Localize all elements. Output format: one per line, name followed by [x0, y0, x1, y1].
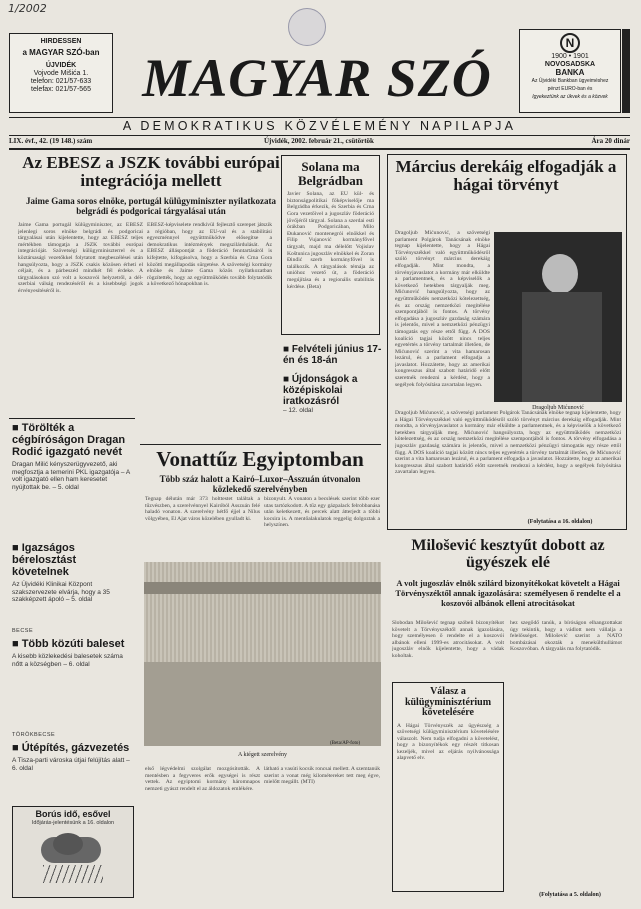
march-body-cont: Dragoljub Mićunović, a szövetségi parlament Polgárok Tanácsának elnöke tegnap kijelentette, hogy a Hágai Törvényszékkel való együttműködésről szóló törvényt március derekáig elfogadják. Mint mondta, a törvényjavaslatot a kormány már elküldte a parlamentnek, és a képviselők a következő hetekben tárgyalják meg. Mićunović hangsúlyozta, hogy az együttműködés nemzetközi kötelezettség, és az ország nemzetközi megítélése szempontjából is fontos. A törvény elfogadása a jugoszláv gazdaság számára is jelentős, mivel a nemzetközi pénzügyi támogatás egy része ettől függ. A DOS koalíció tagjai között nincs teljes egyetértés a törvény tartalmát illetően, de Mićunović szerint a vita hamarosan lezárul, és a parlament elfogadja a javaslatot. Hozzátette, hogy az amerikai kongresszus által szabott határidő előtt szeretnék rendezni a kérdést, hogy a segélyek folyósítása zavartalan legyen. — [395, 410, 621, 476]
teaser-utepites-body: A Tisza-parti városka útjai felújítás alatt – 6. oldal — [12, 757, 130, 772]
bank-name-2: BANKA — [555, 68, 585, 77]
ad-left-line4: Vojvode Mišića 1. — [33, 70, 89, 77]
march-title: Március derekáig elfogadják a hágai törvényt — [395, 157, 617, 194]
ad-left-line5: telefon: 021/57-633 — [30, 78, 92, 85]
micunovic-caption: Dragoljub Mićunović — [532, 405, 584, 411]
teaser-ujdonsagok-ref: – 12. oldal — [283, 407, 313, 414]
teaser-kozuti[interactable]: ■ Több közúti baleset A kisebb közlekedési balesetek száma nőtt a községben – 6. oldal — [12, 638, 134, 668]
ebesz-body-col1: Jaime Gama portugál külügyminiszter, az EBESZ jelenlegi soros elnöke belgrádi és podgoricai tárgyalásai után kijelentette, hogy az EBESZ teljes mértékben támogatja a JSZK további európai integrációját. Szövetségi külügyminiszterrel és a köztársasági vezetőkkel folytatott megbeszélései után hangsúlyozta, hogy a JSZK csakis közösen érheti el céljait, és a párbeszéd mindkét fél érdeke. A tárgyalásokon szó volt a koszovói helyzetről, a dél-szerbiai válság rendezéséről és a kisebbségi jogok érvényesítéséről is. — [18, 222, 143, 294]
teaser-felveteli-title: Felvételi június 17-én és 18-án — [283, 344, 382, 366]
valasz-title: Válasz a külügyminisztérium követelésére — [404, 686, 492, 718]
teaser-torolt[interactable]: ■ Törölték a cégbíróságon Dragan Rodić igazgató nevét Dragan Milić kényszerügyvezető, aki megfosztja a temerini PKL igazgatója – A volt igazgató ellen ham keresetet nyújtottak be. – 5. oldal — [12, 422, 134, 491]
issue-date: Újvidék, 2002. február 21., csütörtök — [264, 137, 374, 145]
milosevic-subtitle: A volt jugoszláv elnök szilárd bizonyítékokat követelt a Hágai Törvényszéktől annak igazolására: személyesen ő rendelte el a koszovói albánok elleni atrocitásokat — [395, 578, 621, 608]
weather-body: Időjárás-jelentésünk a 16. oldalon — [31, 819, 115, 826]
teaser-kozuti-title: Több közúti baleset — [21, 638, 125, 650]
teaser-ujdonsagok-title: Újdonságok a középiskolai iratkozásról — [283, 374, 358, 407]
issue-price: Ára 20 dinár — [591, 137, 630, 145]
handwritten-note: 1/2002 — [8, 2, 47, 15]
vonattuz-title: Vonattűz Egyiptomban — [156, 447, 364, 471]
teaser-utepites[interactable]: ■ Útépítés, gázvezetés A Tisza-parti városka útjai felújítás alatt – 6. oldal — [12, 742, 134, 772]
teaser-utepites-title: Útépítés, gázvezetés — [21, 742, 130, 754]
ad-left-title: HIRDESSEN — [40, 38, 82, 45]
bank-logo-icon: N — [560, 33, 580, 53]
masthead: MAGYAR SZÓ — [142, 48, 492, 108]
vonattuz-body-col1: Tegnap délután már 373 holttestet találtak a tűzvészben, a szerelvénnyel Kairóból Asszuán felé haladó vonaton. A szerelvény hétfő éjjel a Nílus völgyében, El Ajat város közelében gyulladt ki. — [145, 496, 260, 522]
ebesz-subtitle: Jaime Gama soros elnöke, portugál külügyminiszter nyilatkozata belgrádi és podgoricai tárgyalásai után — [26, 196, 276, 216]
stamp — [288, 8, 326, 46]
ad-left-line6: telefax: 021/57-565 — [31, 86, 91, 93]
milosevic-title: Milošević kesztyűt dobott az ügyészek elé — [411, 537, 605, 571]
issue-number: LIX. évf., 42. (19 148.) szám — [9, 137, 93, 145]
valasz-body: A Hágai Törvényszék az ügyészség a szövetségi külügyminisztérium követelésére válaszolt. Nem tudja elfogadni a követelést, hogy a bizonyítékok egy részét titkosan kezeljék, mivel az eljárás nyilvánossága alapvető elv. — [397, 722, 499, 762]
valasz-box — [392, 682, 504, 892]
tagline-rule-bottom — [9, 135, 630, 136]
ad-left-line2: a MAGYAR SZÓ-ban — [22, 48, 100, 57]
ad-left-line3: ÚJVIDÉK — [45, 62, 77, 69]
vonattuz-body-col4: látható a vasúti kocsik roncsai mellett. A szemtanúk szerint a vonat még kilométereket tett meg égve, mielőtt megállt. (MTI) — [264, 766, 380, 786]
tagline-rule-top — [9, 117, 630, 118]
teaser-igazsagos[interactable]: ■ Igazságos bérelosztást követelnek Az Újvidéki Klinikai Központ szakszervezete elvárja, hogy a 35 szakképzett ápoló – 5. oldal — [12, 542, 134, 604]
milosevic-body-col1: Slobodan Milošević tegnap szóbeli bizonyítékot követelt a Törvényszéktől annak igazolására, hogy személyesen ő rendelte el a koszovói albánok elleni 1999-es atrocitásokat. A volt jugoszláv elnök kijelentette, hogy a vádak koholtak. — [392, 620, 504, 659]
vonattuz-subtitle: Több száz halott a Kairó–Luxor–Asszuán útvonalon közlekedő szerelvényben — [159, 474, 361, 494]
milosevic-body-col2: hez szegődő tanúk, a bíróságon elhangzottakat úgy tekintik, hogy a vádlott nem vállalja a felelősséget. Milošević szerint a NATO bombázásai okozták a menekülthullámot Koszovóban. A tárgyalás ma folytatódik. — [510, 620, 622, 653]
solana-body: Javier Solana, az EU kül- és biztonságpolitikai főképviselője ma Belgrádba érkezik, és Szerbia és Crna Gora vezetőivel a jugoszláv föderáció jövőjéről tárgyal. Solana a szerdai esti órákban Podgoricában, Milo Đukanović montenegrói elnökkel és Filip Vujanović kormányfővel tárgyalt, majd ma délelőtt Vojislav Koštunica jugoszláv elnökkel és Zoran Đinđić szerb kormányfővel is találkozik. A tárgyalások témája az unióhoz vezető út, a föderáció megújítása és a regionális stabilitás kérdése. (Beta) — [287, 191, 374, 290]
march-ref: (Folytatása a 16. oldalon) — [527, 519, 593, 525]
bank-line5: Igyekeztünk az ükvek és a közvek — [532, 94, 608, 100]
bank-vertical-strip — [622, 29, 630, 113]
solana-box — [281, 155, 380, 335]
train-photo — [144, 562, 381, 746]
ad-right — [519, 29, 621, 113]
tagline: A DEMOKRATIKUS KÖZVÉLEMÉNY NAPILAPJA — [122, 119, 517, 133]
vonattuz-rule — [140, 444, 381, 445]
teaser-igazsagos-body: Az Újvidéki Klinikai Központ szakszervezete elvárja, hogy a 35 szakképzett ápoló – 5. oldal — [12, 581, 110, 604]
ebesz-body-col2: EBESZ-képviselete rendkívül fejlesztő szerepet játszik a régióban, hogy az EU-val és a stabilitási egyezménnyel együttműködve elősegítse a demokratikus intézmények megszilárdulását. Az EBESZ álláspontját a föderáció fenntartásáról is kifejtette, kifogásolva, hogy a Szerbia és Crna Gora közötti megállapodás sürgetése. A szövetségi kormány elnöke és Jaime Gama közös nyilatkozatban rögzítették, hogy az együttműködés tovább folytatódik a következő hónapokban is. — [147, 222, 272, 288]
bank-year: 1900 • 1901 — [551, 53, 589, 60]
march-body: Dragoljub Mićunović, a szövetségi parlament Polgárok Tanácsának elnöke tegnap kijelentette, hogy a Hágai Törvényszékkel való együttműködésről szóló törvényt március derekáig elfogadják. Mint mondta, a törvényjavaslatot a kormány már elküldte a parlamentnek, és a képviselők a következő hetekben tárgyalják meg. Mićunović hangsúlyozta, hogy az együttműködés nemzetközi kötelezettség, és az ország nemzetközi megítélése szempontjából is fontos. A törvény elfogadása a jugoszláv gazdaság számára is jelentős, mivel a nemzetközi pénzügyi támogatás egy része ettől függ. A DOS koalíció tagjai között nincs teljes egyetértés a törvény tartalmát illetően, de Mićunović szerint a vita hamarosan lezárul, és a parlament elfogadja a javaslatot. Hozzátette, hogy az amerikai kongresszus által szabott határidő előtt szeretnék rendezni a kérdést, hogy a segélyek folyósítása zavartalan legyen. — [395, 230, 490, 388]
teaser-felveteli[interactable]: ■ Felvételi június 17-én és 18-án — [283, 344, 382, 366]
bank-line4: pénzt EURO-ban és — [547, 86, 593, 92]
ebesz-title: Az EBESZ a JSZK további európai integrációja mellett — [22, 153, 280, 190]
issue-rule — [9, 148, 630, 150]
teaser-ujdonsagok[interactable]: ■ Újdonságok a középiskolai iratkozásról – 12. oldal — [283, 374, 383, 414]
weather-title: Borús idő, esővel — [35, 809, 111, 819]
bank-line3: Az Újvidéki Bankban ügyeiméshez — [531, 78, 609, 84]
march-box — [387, 154, 627, 530]
issue-line — [9, 137, 630, 147]
rain-cloud-icon — [33, 833, 113, 885]
solana-title: Solana ma Belgrádban — [297, 159, 363, 188]
train-photo-caption: A kiégett szerelvény — [238, 752, 287, 758]
teaser-kozuti-body: A kisebb közlekedési balesetek száma nőtt a községben – 6. oldal — [12, 653, 123, 668]
teaser-torolt-title: Törölték a cégbíróságon Dragan Rodić igazgató nevét — [12, 422, 126, 459]
vonattuz-body-col3: első légvédelmi szolgálat mozgósították. A mentésben a fegyveres erők egységei is részt vettek. Az egyiptomi kormány háromnapos nemzeti gyászt rendelt el az áldozatok emlékére. — [145, 766, 260, 792]
sidebar-rule — [9, 418, 135, 419]
ad-left — [9, 33, 113, 113]
cat-torokbecse: TÖRÖKBECSE — [12, 732, 56, 738]
bank-name-1: NOVOSADSKA — [544, 61, 596, 68]
cat-becse: BECSE — [12, 628, 34, 634]
vonattuz-body-col2: bizonyult. A vonaton a becslések szerint több ezer utas tartózkodott. A tűz egy gázpalack felrobbanása után keletkezett, és percek alatt átterjedt a többi kocsira is. A mentőalakulatok reggelig dolgoztak a helyszínen. — [264, 496, 380, 529]
weather-box — [12, 806, 134, 898]
teaser-igazsagos-title: Igazságos bérelosztást követelnek — [12, 542, 77, 579]
milosevic-ref: (Folytatása a 5. oldalon) — [539, 892, 601, 898]
train-photo-credit: (Beta/AP-foto) — [330, 741, 360, 746]
teaser-torolt-body: Dragan Milić kényszerügyvezető, aki megfosztja a temerini PKL igazgatója – A volt igazgató ellen ham keresetet nyújtottak be. – 5. oldal — [12, 461, 130, 491]
